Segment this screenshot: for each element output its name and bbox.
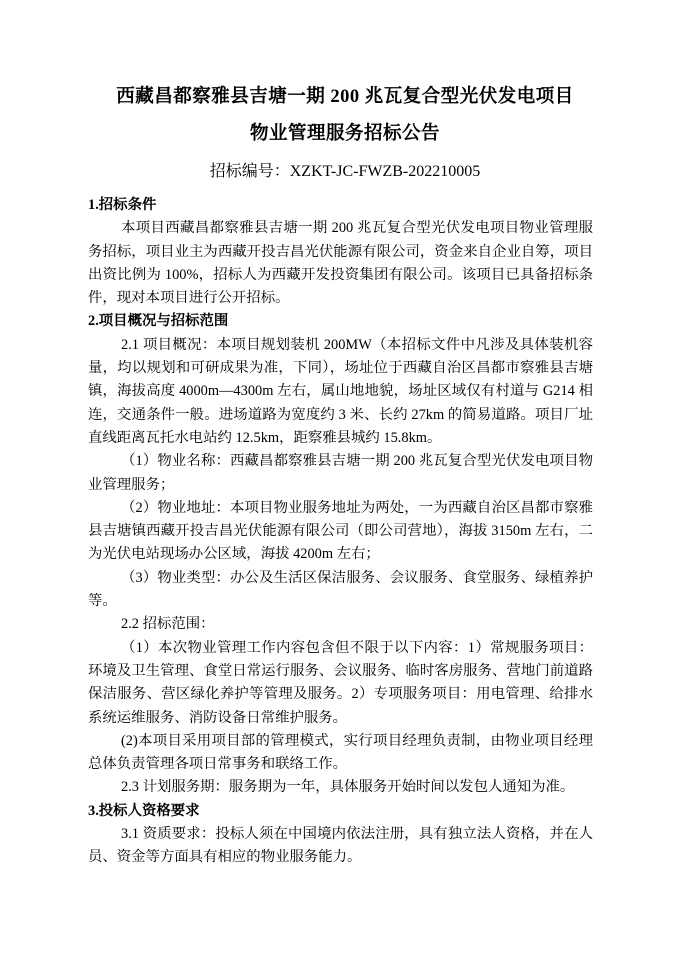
section-1-heading: 1.招标条件 xyxy=(88,197,157,213)
section-tender-conditions xyxy=(88,194,593,310)
section-2-heading: 2.项目概况与招标范围 xyxy=(88,313,229,330)
section-2-paragraph-8: 2.3 计划服务期：服务期为一年，具体服务开始时间以发包人通知为准。 xyxy=(121,779,575,796)
document-title-line2: 物业管理服务招标公告 xyxy=(249,123,440,144)
section-3-heading: 3.投标人资格要求 xyxy=(88,802,200,819)
document-body xyxy=(88,194,593,870)
section-1-paragraph-1: 本项目西藏昌都察雅县吉塘一期 200 兆瓦复合型光伏发电项目物业管理服务招标，项目业主为西藏开投吉昌光伏能源有限公司，资金来自企业自筹，项目出资比例为 100%，招标人为西藏开发投资集团有限公司。该项目已具备招标条件，现对本项目进行公开招标。 xyxy=(88,220,593,307)
tender-number: 招标编号：XZKT-JC-FWZB-202210005 xyxy=(209,163,481,180)
document-title-line1: 西藏昌都察雅县吉塘一期 200 兆瓦复合型光伏发电项目 xyxy=(116,87,574,107)
section-2-paragraph-7: (2)本项目采用项目部的管理模式，实行项目经理负责制，由物业项目经理总体负责管理各项日常事务和联络工作。 xyxy=(88,732,593,773)
section-2-paragraph-4: （3）物业类型：办公及生活区保洁服务、会议服务、食堂服务、绿植养护等。 xyxy=(88,569,593,610)
section-2-paragraph-2: （1）物业名称：西藏昌都察雅县吉塘一期 200 兆瓦复合型光伏发电项目物业管理服务； xyxy=(88,453,593,493)
section-2-paragraph-3: （2）物业地址：本项目物业服务地址为两处，一为西藏自治区昌都市察雅县吉塘镇西藏开投吉昌光伏能源有限公司（即公司营地），海拔 3150m 左右，二为光伏电站现场办公区域，海拔 4200m 左右； xyxy=(88,499,593,563)
section-2-paragraph-5: 2.2 招标范围： xyxy=(121,616,215,633)
section-3-paragraph-1: 3.1 资质要求：投标人须在中国境内依法注册，具有独立法人资格，并在人员、资金等方面具有相应的物业服务能力。 xyxy=(88,826,593,866)
section-2-paragraph-1: 2.1 项目概况：本项目规划装机 200MW（本招标文件中凡涉及具体装机容量，均以规划和可研成果为准，下同），场址位于西藏自治区昌都市察雅县吉塘镇，海拔高度 4000m—4300m 左右，属山地地貌，场址区域仅有村道与 G214 相连，交通条件一般。进场道路为宽度约 3 米、长约 27km 的简易道路。项目厂址直线距离瓦托水电站约 12.5km，距察雅县城约 15.8km。 xyxy=(88,336,593,446)
section-bidder-qualifications xyxy=(88,800,593,870)
section-project-overview-scope xyxy=(88,310,593,799)
section-2-paragraph-6: （1）本次物业管理工作内容包含但不限于以下内容：1）常规服务项目：环境及卫生管理、食堂日常运行服务、会议服务、临时客房服务、营地门前道路保洁服务、营区绿化养护等管理及服务。2）专项服务项目：用电管理、给排水系统运维服务、消防设备日常维护服务。 xyxy=(88,639,593,726)
